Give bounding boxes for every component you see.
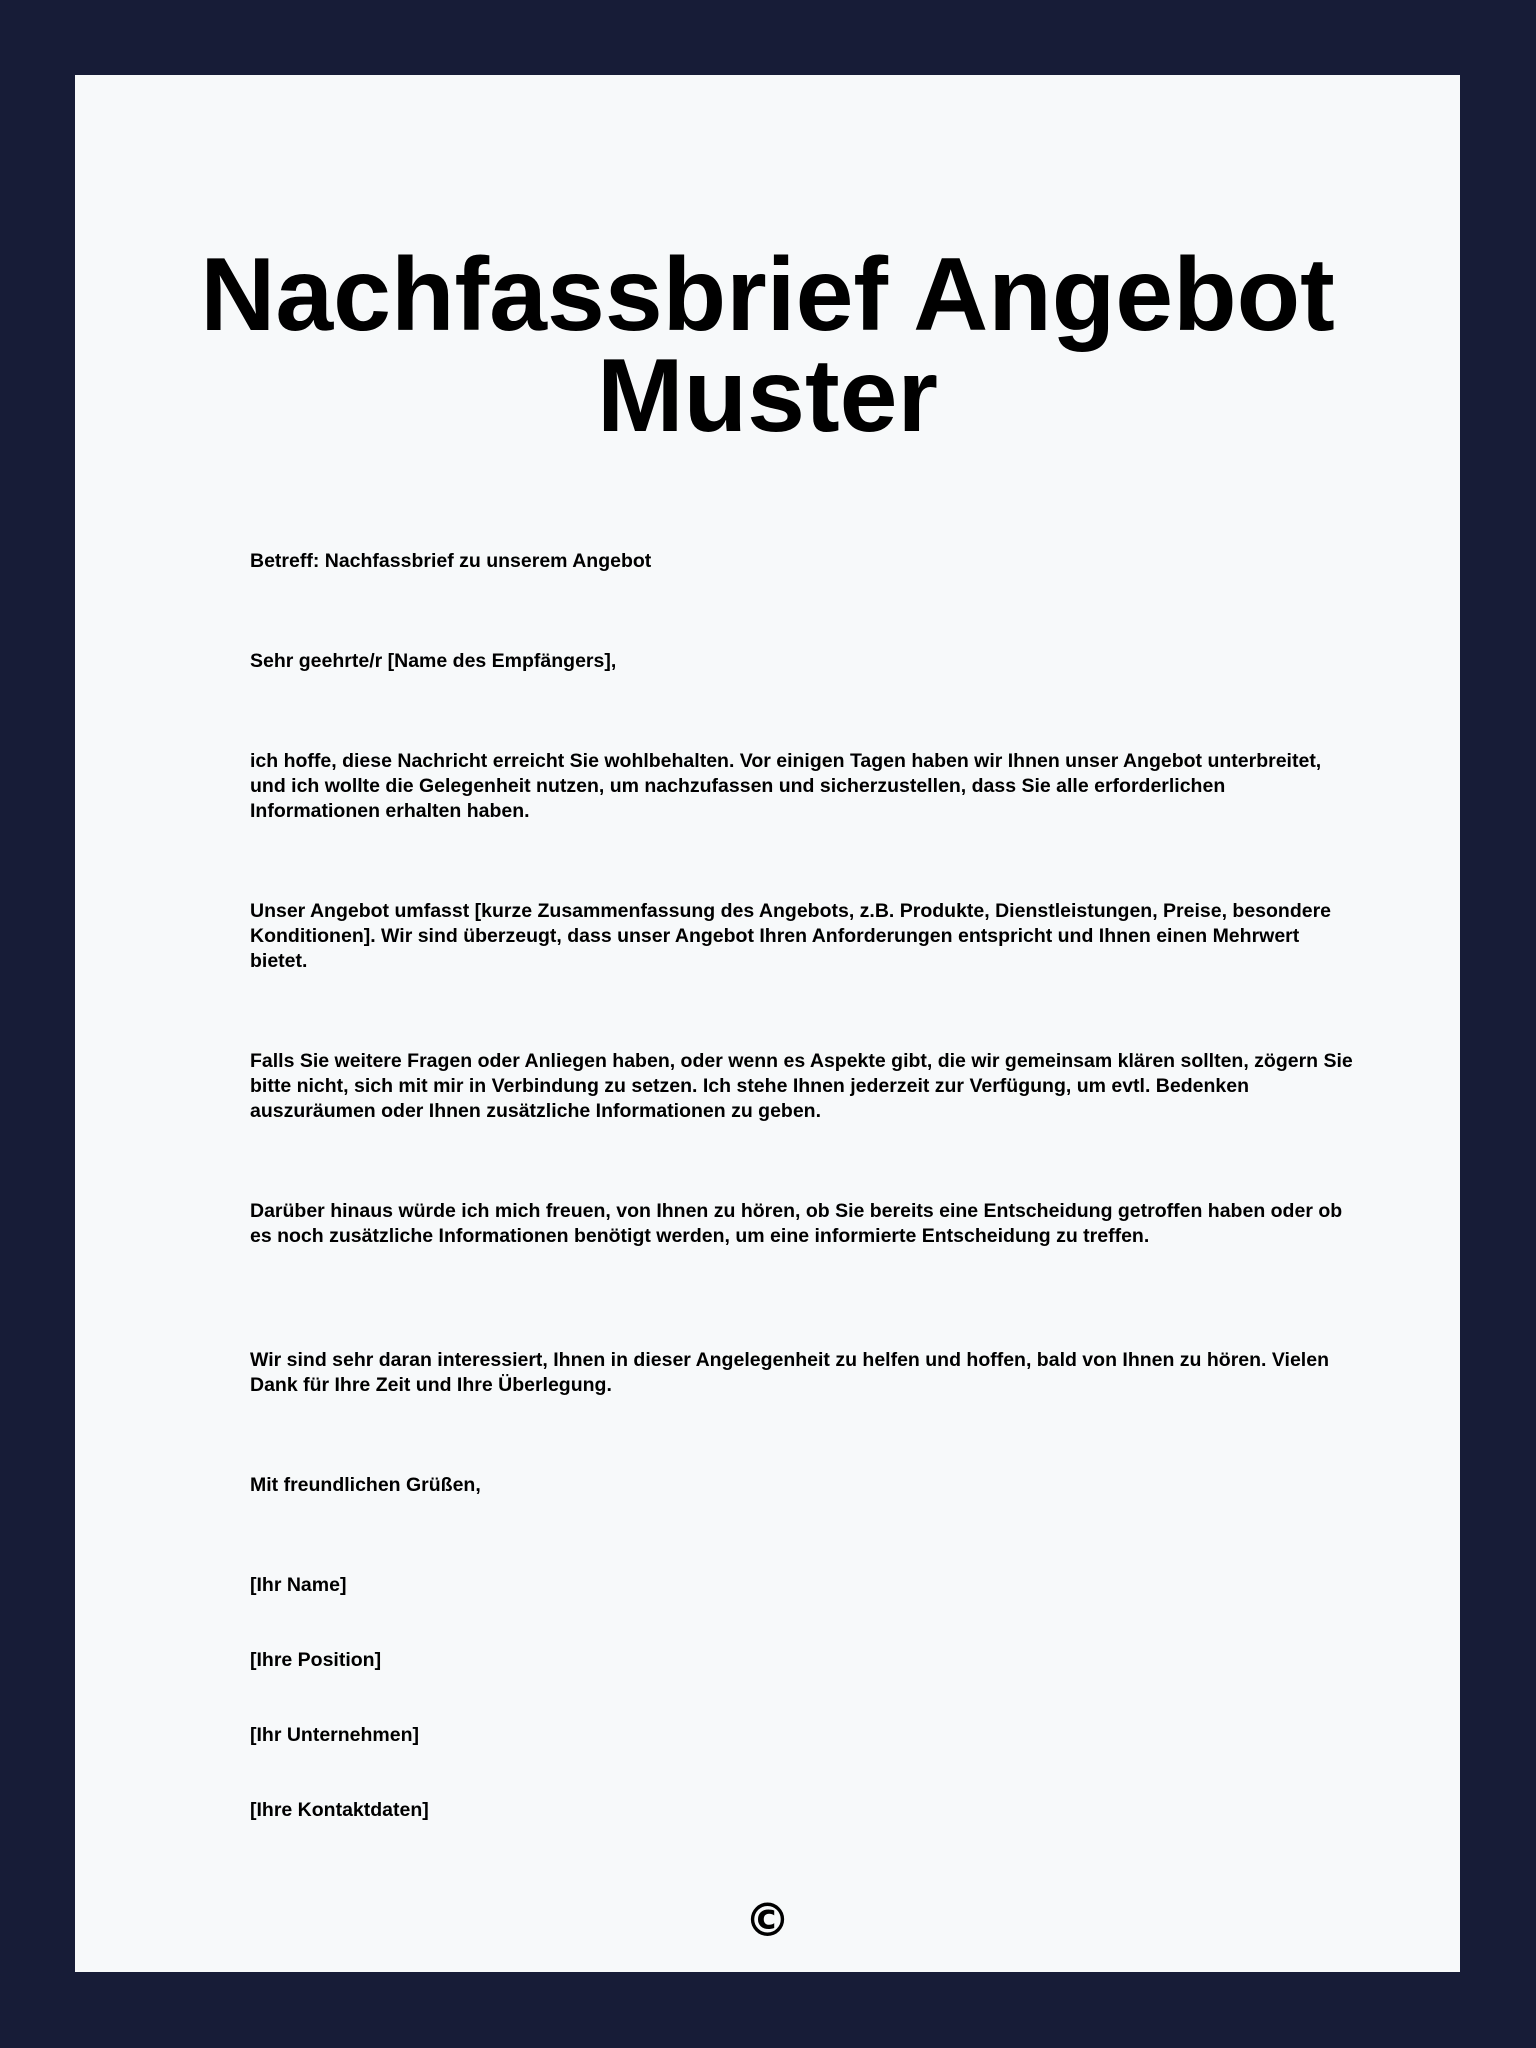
signature-contact: [Ihre Kontaktdaten] bbox=[250, 1799, 429, 1821]
copyright-icon: © bbox=[744, 1893, 791, 1947]
paragraph-4: Darüber hinaus würde ich mich freuen, von Ihnen zu hören, ob Sie bereits eine Entscheidung getroffen haben oder ob es noch zusätzliche Informationen benötigt werden, um eine informierte Entscheidung zu treffen. bbox=[250, 1200, 1343, 1247]
page-title: Nachfassbrief Angebot Muster bbox=[200, 237, 1335, 454]
signature-name: [Ihr Name] bbox=[250, 1574, 347, 1596]
salutation: Sehr geehrte/r [Name des Empfängers], bbox=[250, 650, 617, 672]
paragraph-3: Falls Sie weitere Fragen oder Anliegen haben, oder wenn es Aspekte gibt, die wir gemeinsam klären sollten, zögern Sie bitte nicht, sich mit mir in Verbindung zu setzen. Ich stehe Ihnen jederzeit zur Verfügung, um evtl. Bedenken auszuräumen oder Ihnen zusätzliche Informationen zu geben. bbox=[250, 1050, 1353, 1122]
closing: Mit freundlichen Grüßen, bbox=[250, 1474, 481, 1496]
paragraph-5: Wir sind sehr daran interessiert, Ihnen in dieser Angelegenheit zu helfen und hoffen, bald von Ihnen zu hören. Vielen Dank für Ihre Zeit und Ihre Überlegung. bbox=[250, 1349, 1329, 1396]
paragraph-1: ich hoffe, diese Nachricht erreicht Sie wohlbehalten. Vor einigen Tagen haben wir Ihnen unser Angebot unterbreitet, und ich wollte die Gelegenheit nutzen, um nachzufassen und sicherzustellen, dass Sie alle erforderlichen Informationen erhalten haben. bbox=[250, 750, 1322, 822]
signature-position: [Ihre Position] bbox=[250, 1649, 382, 1671]
signature-company: [Ihr Unternehmen] bbox=[250, 1724, 420, 1746]
subject-line: Betreff: Nachfassbrief zu unserem Angebot bbox=[250, 550, 652, 572]
paragraph-2: Unser Angebot umfasst [kurze Zusammenfassung des Angebots, z.B. Produkte, Dienstleistungen, Preise, besondere Konditionen]. Wir sind überzeugt, dass unser Angebot Ihren Anforderungen entspricht und Ihnen einen Mehrwert bietet. bbox=[250, 900, 1332, 972]
letter-page bbox=[75, 75, 1460, 1972]
